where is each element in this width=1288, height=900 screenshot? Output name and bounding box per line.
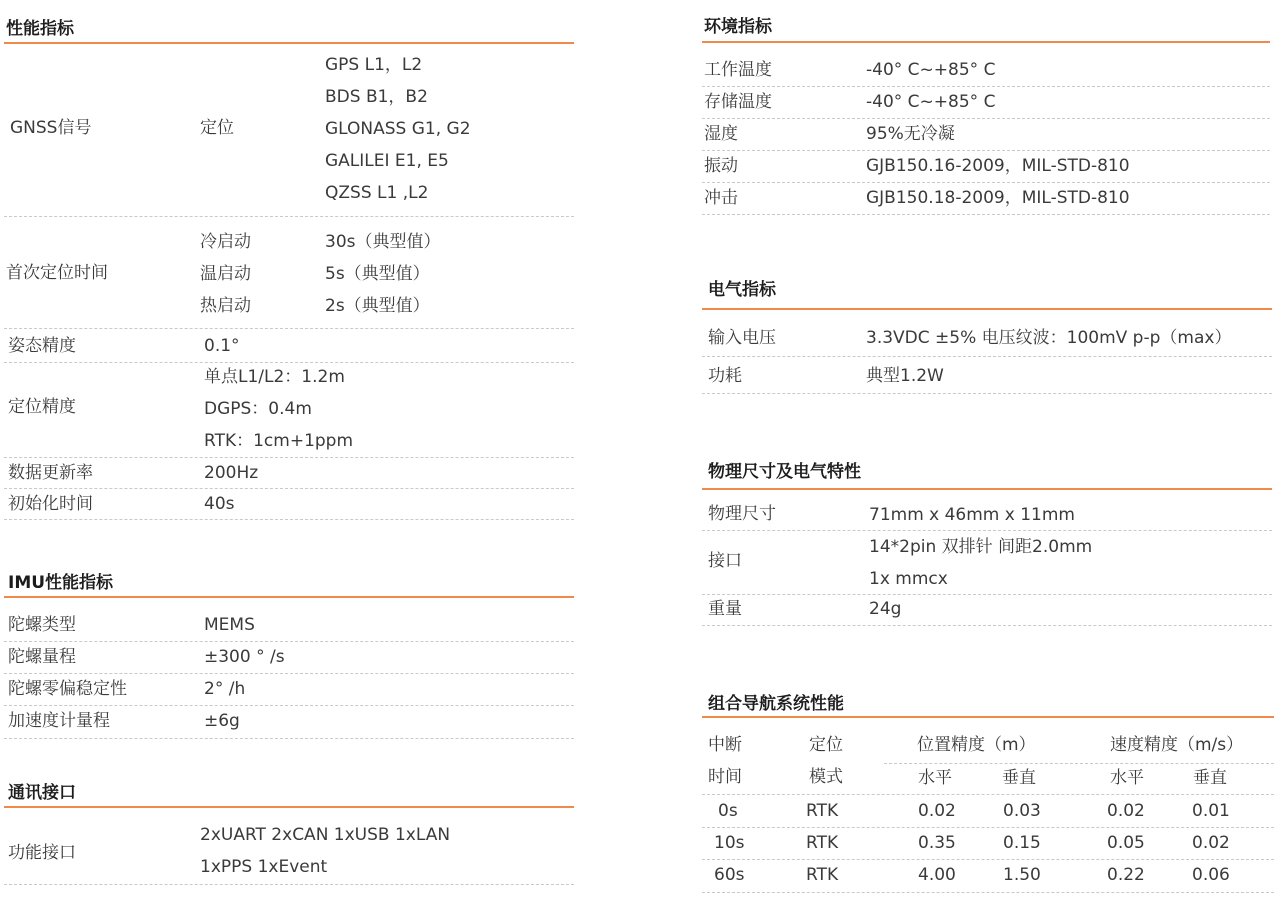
interface-value: 14*2pin 双排针 间距2.0mm (869, 537, 1093, 557)
imu-row-label: 陀螺类型 (8, 615, 76, 635)
imu-row-label: 陀螺量程 (8, 647, 76, 667)
row-divider (702, 859, 1274, 860)
update-rate-label: 数据更新率 (8, 463, 93, 483)
position-accuracy-value: RTK：1cm+1ppm (204, 431, 354, 451)
cell-time: 60s (714, 865, 745, 885)
row-divider (702, 530, 1272, 531)
header-interrupt: 中断 (708, 735, 742, 755)
row-divider (4, 328, 574, 329)
cell-vel-h: 0.22 (1107, 865, 1145, 885)
gnss-sub-label: 定位 (200, 118, 234, 138)
ttff-value: 2s（典型值） (325, 296, 430, 316)
row-divider (4, 362, 574, 363)
position-accuracy-label: 定位精度 (8, 397, 76, 417)
position-accuracy-value: 单点L1/L2：1.2m (204, 367, 345, 387)
cell-mode: RTK (806, 801, 839, 821)
gnss-value: QZSS L1 ,L2 (325, 183, 429, 203)
cell-pos-v: 0.15 (1003, 833, 1041, 853)
cell-vel-v: 0.01 (1192, 801, 1230, 821)
ttff-sub-label: 冷启动 (200, 232, 251, 252)
row-divider (702, 625, 1272, 626)
weight-value: 24g (869, 599, 902, 619)
elec-row-value: 典型1.2W (866, 366, 944, 386)
row-divider (702, 182, 1270, 183)
header-horizontal: 水平 (1110, 768, 1144, 788)
cell-time: 0s (718, 801, 738, 821)
section-divider (4, 596, 574, 598)
header-velocity-accuracy: 速度精度（m/s） (1110, 735, 1244, 755)
attitude-label: 姿态精度 (8, 336, 76, 356)
cell-vel-v: 0.02 (1192, 833, 1230, 853)
elec-row-value: 3.3VDC ±5% 电压纹波：100mV p-p（max） (866, 328, 1232, 348)
ttff-value: 30s（典型值） (325, 232, 441, 252)
update-rate-value: 200Hz (204, 463, 259, 483)
row-divider (702, 86, 1270, 87)
row-divider (4, 673, 574, 674)
env-row-label: 振动 (704, 156, 738, 176)
row-divider (4, 488, 574, 489)
interface-label: 功能接口 (8, 843, 76, 863)
init-time-value: 40s (204, 494, 235, 514)
row-divider (4, 641, 574, 642)
section-divider (702, 488, 1272, 490)
ttff-sub-label: 温启动 (200, 264, 251, 284)
imu-row-value: MEMS (204, 615, 255, 635)
env-row-label: 湿度 (704, 124, 738, 144)
interface-label: 接口 (708, 551, 742, 571)
section-title: IMU性能指标 (8, 573, 114, 593)
section-divider (4, 806, 574, 808)
interface-value: 1x mmcx (869, 569, 948, 589)
init-time-label: 初始化时间 (8, 494, 93, 514)
section-title: 电气指标 (708, 280, 776, 300)
section-divider (702, 41, 1270, 43)
env-row-value: -40° C~+85° C (866, 92, 996, 112)
header-interrupt: 时间 (708, 767, 742, 787)
header-vertical: 垂直 (1002, 768, 1036, 788)
env-row-value: 95%无冷凝 (866, 124, 955, 144)
row-divider (4, 519, 574, 520)
section-title: 环境指标 (704, 17, 772, 37)
section-divider (4, 42, 574, 44)
size-value: 71mm x 46mm x 11mm (869, 505, 1075, 525)
row-divider (4, 457, 574, 458)
env-row-value: GJB150.16-2009，MIL-STD-810 (866, 156, 1130, 176)
row-divider (702, 214, 1270, 215)
cell-pos-h: 0.35 (918, 833, 956, 853)
env-row-value: -40° C~+85° C (866, 60, 996, 80)
cell-time: 10s (714, 833, 745, 853)
header-mode: 定位 (809, 735, 843, 755)
header-horizontal: 水平 (918, 768, 952, 788)
section-title: 性能指标 (6, 19, 74, 39)
cell-vel-v: 0.06 (1192, 865, 1230, 885)
cell-vel-h: 0.05 (1107, 833, 1145, 853)
imu-row-value: 2° /h (204, 679, 246, 699)
interface-value: 2xUART 2xCAN 1xUSB 1xLAN (200, 825, 451, 845)
cell-pos-h: 4.00 (918, 865, 956, 885)
gnss-label: GNSS信号 (10, 118, 92, 138)
gnss-value: GPS L1，L2 (325, 55, 423, 75)
env-row-label: 存储温度 (704, 92, 772, 112)
section-title: 物理尺寸及电气特性 (708, 462, 861, 482)
cell-vel-h: 0.02 (1107, 801, 1145, 821)
env-row-value: GJB150.18-2009，MIL-STD-810 (866, 188, 1130, 208)
imu-row-label: 加速度计量程 (8, 711, 110, 731)
size-label: 物理尺寸 (708, 504, 776, 524)
imu-row-value: ±6g (204, 711, 240, 731)
header-position-accuracy: 位置精度（m） (917, 735, 1036, 755)
cell-pos-h: 0.02 (918, 801, 956, 821)
row-divider (4, 738, 574, 739)
header-divider (884, 763, 1274, 764)
row-divider (702, 892, 1274, 893)
row-divider (702, 118, 1270, 119)
position-accuracy-value: DGPS：0.4m (204, 399, 312, 419)
section-title: 组合导航系统性能 (708, 694, 844, 714)
ttff-label: 首次定位时间 (6, 263, 108, 283)
row-divider (702, 393, 1272, 394)
cell-pos-v: 1.50 (1003, 865, 1041, 885)
elec-row-label: 功耗 (708, 366, 742, 386)
ttff-sub-label: 热启动 (200, 296, 251, 316)
header-mode: 模式 (809, 767, 843, 787)
attitude-value: 0.1° (204, 336, 240, 356)
row-divider (4, 705, 574, 706)
row-divider (4, 216, 574, 217)
section-title: 通讯接口 (8, 783, 76, 803)
row-divider (702, 150, 1270, 151)
gnss-value: GALILEI E1, E5 (325, 151, 449, 171)
elec-row-label: 输入电压 (708, 328, 776, 348)
row-divider (702, 827, 1274, 828)
imu-row-value: ±300 ° /s (204, 647, 285, 667)
section-divider (702, 716, 1274, 718)
section-divider (702, 308, 1272, 310)
row-divider (702, 356, 1272, 357)
env-row-label: 工作温度 (704, 60, 772, 80)
row-divider (702, 794, 1274, 795)
weight-label: 重量 (708, 599, 742, 619)
ttff-value: 5s（典型值） (325, 264, 430, 284)
header-vertical: 垂直 (1193, 768, 1227, 788)
cell-mode: RTK (806, 833, 839, 853)
gnss-value: BDS B1，B2 (325, 87, 428, 107)
interface-value: 1xPPS 1xEvent (200, 857, 328, 877)
row-divider (4, 884, 574, 885)
cell-pos-v: 0.03 (1003, 801, 1041, 821)
cell-mode: RTK (806, 865, 839, 885)
env-row-label: 冲击 (704, 188, 738, 208)
row-divider (702, 594, 1272, 595)
gnss-value: GLONASS G1, G2 (325, 119, 471, 139)
imu-row-label: 陀螺零偏稳定性 (8, 679, 127, 699)
